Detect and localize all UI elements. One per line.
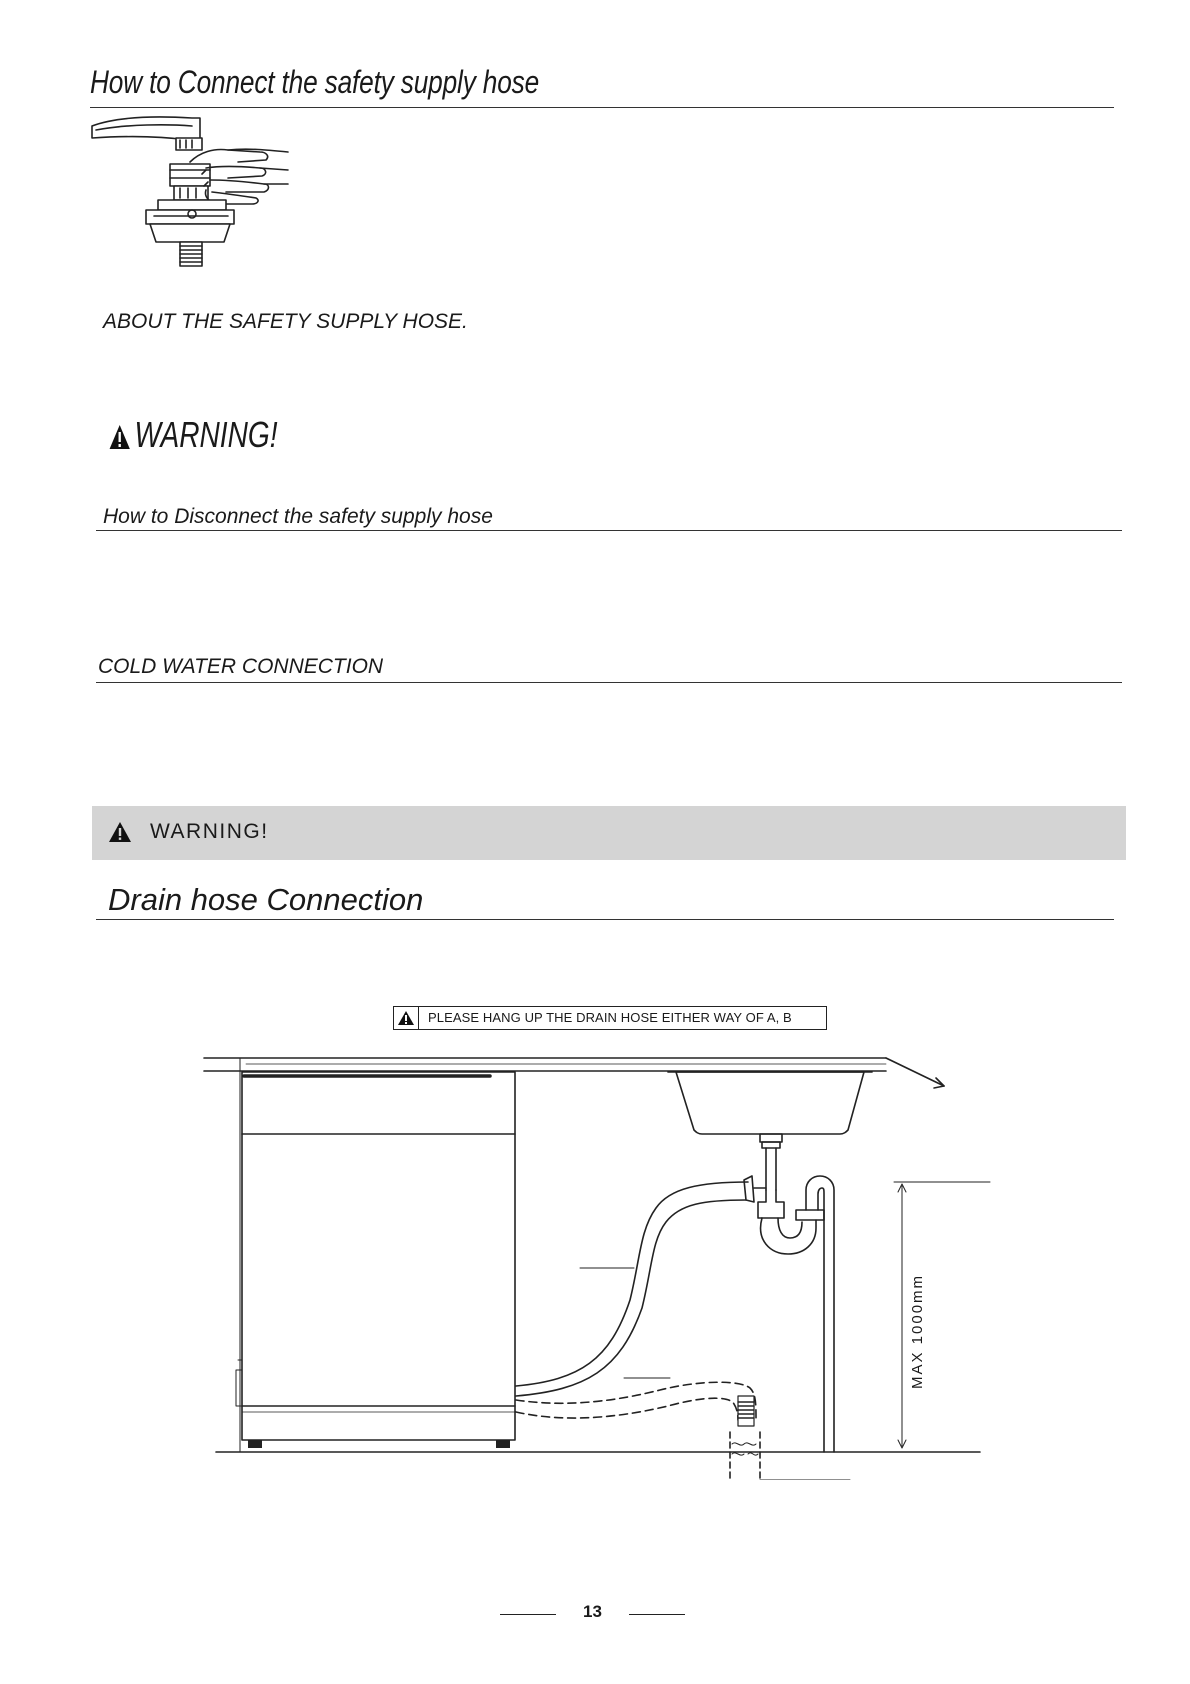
drain-hose-b [516,1382,756,1420]
warning-band-label: WARNING! [150,820,269,843]
page-number-rule-right [629,1614,685,1615]
notice-icon-box [394,1007,419,1029]
drain-title: Drain hose Connection [108,882,424,917]
drain-notice-text: PLEASE HANG UP THE DRAIN HOSE EITHER WAY OF A, B [428,1010,792,1025]
faucet-hand-illustration [88,112,298,280]
dishwasher-body [242,1072,515,1440]
disconnect-heading: How to Disconnect the safety supply hose [103,505,493,528]
warning-triangle-icon [108,821,132,843]
page-number: 13 [583,1602,602,1621]
cold-water-heading: COLD WATER CONNECTION [98,655,384,678]
warning-heading-label: WARNING! [134,414,278,455]
warning-triangle-icon [397,1010,415,1026]
disconnect-rule [96,530,1122,531]
drain-hose-a [516,1182,748,1386]
warning-heading [108,414,278,456]
about-heading: ABOUT THE SAFETY SUPPLY HOSE. [103,310,468,333]
cold-water-rule [96,682,1122,683]
drain-title-rule [96,919,1114,920]
max-height-label: MAX 1000mm [909,1273,926,1389]
drain-hose-diagram [200,1040,1000,1480]
page-number-rule-left [500,1614,556,1615]
warning-triangle-icon [108,423,131,451]
title-rule [90,107,1114,108]
page-title: How to Connect the safety supply hose [90,64,540,100]
drain-notice [393,1006,827,1030]
sink-basin [676,1072,864,1134]
warning-band [92,806,1126,860]
